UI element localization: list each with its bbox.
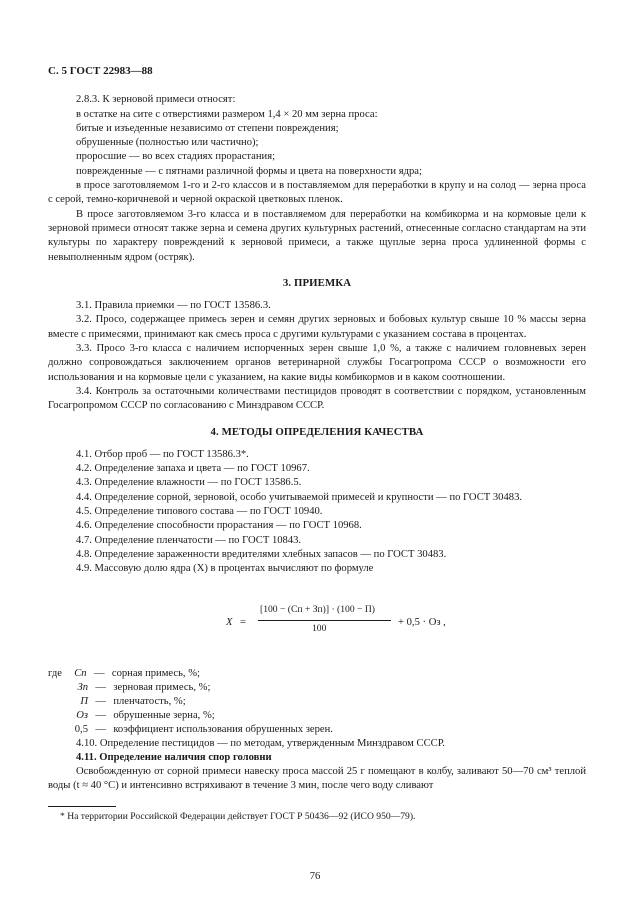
clause-2-8-3-item-2: битые и изъеденные независимо от степени повреждения; <box>76 122 339 134</box>
legend-dash: — <box>95 709 106 721</box>
clause-4-8: 4.8. Определение зараженности вредителями хлебных запасов — по ГОСТ 30483. <box>76 548 447 560</box>
page-header: С. 5 ГОСТ 22983—88 <box>48 65 153 77</box>
section-4-title: 4. МЕТОДЫ ОПРЕДЕЛЕНИЯ КАЧЕСТВА <box>210 425 424 438</box>
fraction-bar <box>258 620 391 621</box>
document-page <box>48 64 586 824</box>
clause-2-8-3-item-3: обрушенные (полностью или частично); <box>76 137 259 149</box>
clause-4-7: 4.7. Определение пленчатости — по ГОСТ 10843. <box>76 534 302 546</box>
legend-dash: — <box>93 667 105 679</box>
clause-2-8-3-paragraph: В просе заготовляемом 3-го класса и в поставляемом для переработки на комбикорма и на кормовые цели к зерновой примеси относят также зерна и семена других культурных растений, отнесенные согласно стандартам на эти культуры по характеру повреждений к зерновой примеси, а также щуплые зерна проса удлиненной формы с невыполненным ядром (остряк). <box>48 208 586 263</box>
clause-4-9: 4.9. Массовую долю ядра (X) в процентах вычисляют по формуле <box>76 563 374 575</box>
formula-equals: = <box>240 616 246 628</box>
clause-2-8-3-intro: 2.8.3. К зерновой примеси относят: <box>76 94 236 106</box>
clause-2-8-3-item-5: поврежденные — с пятнами различной формы и цвета на поверхности ядра; <box>76 165 422 177</box>
legend-symbol: 0,5 <box>74 723 88 735</box>
legend-description: сорная примесь, %; <box>111 667 200 679</box>
clause-3-4: 3.4. Контроль за остаточными количествами пестицидов проводят в соответствии с порядком, установленным Госагропромом СССР по согласованию с Минздравом СССР. <box>48 385 586 412</box>
legend-row-sp <box>48 667 200 681</box>
clause-2-8-3-item-1: в остатке на сите с отверстиями размером 1,4 × 20 мм зерна проса: <box>76 108 378 120</box>
clause-4-1: 4.1. Отбор проб — по ГОСТ 13586.3*. <box>76 448 249 460</box>
legend-symbol: Зп <box>77 681 88 693</box>
formula-lhs: X <box>226 616 233 628</box>
legend-dash: — <box>95 723 106 735</box>
clause-4-6: 4.6. Определение способности прорастания — по ГОСТ 10968. <box>76 520 362 532</box>
section-3-title: 3. ПРИЕМКА <box>282 276 352 289</box>
clause-4-11-title: 4.11. Определение наличия спор головни <box>76 751 272 763</box>
clause-4-10: 4.10. Определение пестицидов — по методам, утвержденным Минздравом СССР. <box>76 737 445 749</box>
formula-legend <box>48 667 586 737</box>
legend-row-oz <box>66 709 215 723</box>
legend-symbol: Cп <box>74 667 87 679</box>
kernel-mass-formula <box>48 603 586 653</box>
formula-denominator: 100 <box>312 622 327 634</box>
clause-2-8-3-item-6: в просе заготовляемом 1-го и 2-го классов и в поставляемом для переработки в крупу и на солод — зерна проса с серой, темно-коричневой и черной окраской цветковых пленок. <box>48 180 586 206</box>
footnote: * На территории Российской Федерации действует ГОСТ Р 50436—92 (ИСО 950—79). <box>60 810 416 822</box>
clause-3-2: 3.2. Просо, содержащее примесь зерен и семян других зерновых и бобовых культур свыше 10 % массы зерна вместе с примесями, принимают как смесь проса с другими культурами с указанием состава в процентах. <box>48 314 586 340</box>
clause-4-2: 4.2. Определение запаха и цвета — по ГОСТ 10967. <box>76 463 310 475</box>
legend-symbol: Oз <box>76 709 88 721</box>
legend-description: зерновая примесь, %; <box>113 681 211 693</box>
formula-numerator: [100 − (Cп + Зп)] · (100 − П) <box>260 603 375 615</box>
legend-description: пленчатость, %; <box>113 695 186 707</box>
clause-3-1: 3.1. Правила приемки — по ГОСТ 13586.3. <box>76 300 271 312</box>
footnote-separator <box>48 806 116 807</box>
legend-description: коэффициент использования обрушенных зерен. <box>113 723 333 735</box>
clause-3-3: 3.3. Просо 3-го класса с наличием испорченных зерен свыше 1,0 %, а также с наличием головневых зерен должно сопровождаться заключением органов ветеринарной службы Госагропрома СССР о возможности его использования и на кормовые цели с указанием, на какие виды комбикормов и в каком соотношении. <box>48 343 586 383</box>
clause-4-3: 4.3. Определение влажности — по ГОСТ 13586.5. <box>76 477 302 489</box>
legend-row-coef <box>66 723 333 737</box>
formula-tail: + 0,5 · Oз , <box>398 616 446 628</box>
clause-4-11-text: Освобожденную от сорной примеси навеску проса массой 25 г помещают в колбу, заливают 50—70 см³ теплой воды (t ≈ 40 °С) и интенсивно встряхивают в течение 3 мин, после чего воду сливают <box>48 766 586 792</box>
clause-4-5: 4.5. Определение типового состава — по ГОСТ 10940. <box>76 506 323 518</box>
legend-description: обрушенные зерна, %; <box>113 709 215 721</box>
clause-4-4: 4.4. Определение сорной, зерновой, особо учитываемой примесей и крупности — по ГОСТ 30483. <box>76 491 523 503</box>
clause-2-8-3-item-4: проросшие — во всех стадиях прорастания; <box>76 151 276 163</box>
legend-row-p <box>66 695 186 709</box>
legend-dash: — <box>95 681 106 693</box>
legend-symbol: П <box>80 695 88 707</box>
legend-row-zp <box>66 681 210 695</box>
legend-where: где <box>48 667 62 679</box>
page-number: 76 <box>309 871 321 882</box>
legend-dash: — <box>95 695 106 707</box>
